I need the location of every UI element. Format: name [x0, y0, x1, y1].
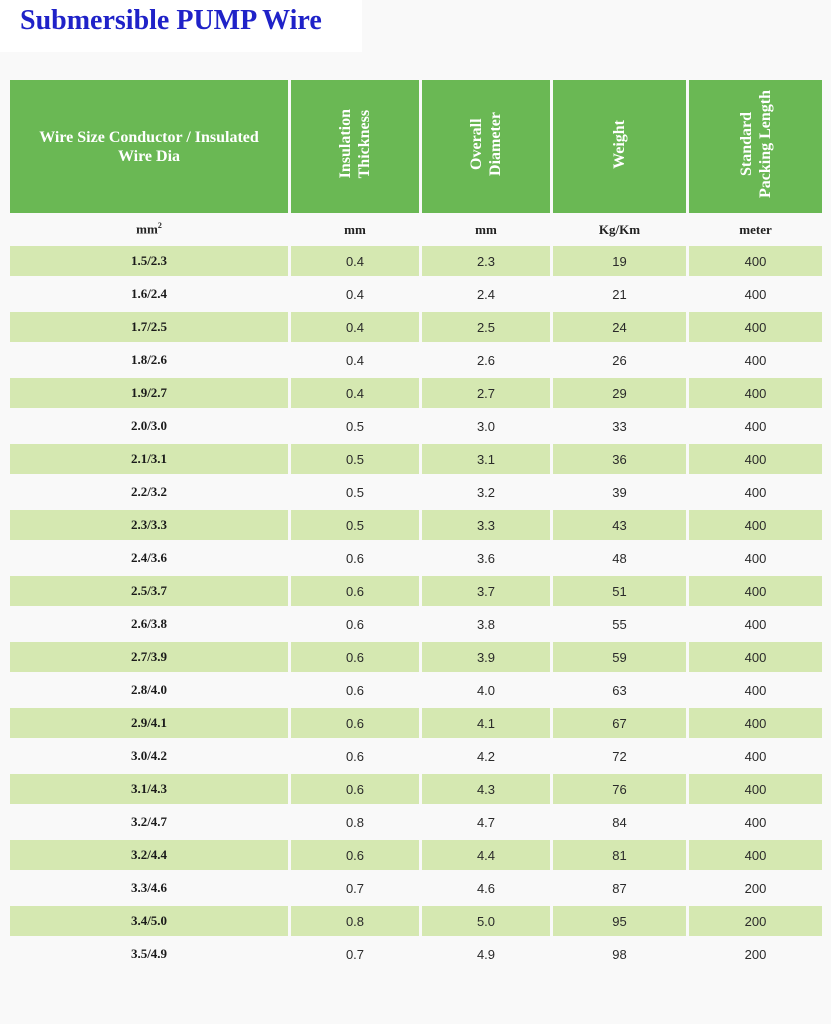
cell-packing-length: 400: [744, 682, 767, 698]
cell-overall-diameter: 2.6: [476, 352, 496, 368]
cell-insulation: 0.4: [345, 286, 365, 302]
cell-insulation: 0.6: [345, 550, 365, 566]
cell-overall-diameter: 3.6: [476, 550, 496, 566]
cell-packing-length: 200: [744, 946, 767, 962]
cell-packing-length: 400: [744, 550, 767, 566]
table-row: [10, 444, 822, 474]
header-insulation-line1: Insulation: [337, 109, 354, 179]
cell-wire-size: 1.6/2.4: [130, 286, 168, 301]
table-row: [10, 510, 822, 540]
cell-wire-size: 1.9/2.7: [10, 378, 288, 408]
cell-insulation: 0.8: [345, 814, 365, 830]
cell-insulation: 0.7: [345, 946, 365, 962]
cell-wire-size: 2.7/3.9: [10, 642, 288, 672]
cell-weight: 67: [553, 708, 686, 738]
cell-weight: 95: [553, 906, 686, 936]
header-weight-label: Weight: [611, 119, 628, 169]
table-row: [10, 642, 822, 672]
cell-weight: 48: [612, 550, 627, 566]
cell-insulation: 0.6: [291, 774, 419, 804]
table-row: [10, 345, 822, 375]
cell-packing-length: 400: [689, 312, 822, 342]
cell-overall-diameter: 2.3: [422, 246, 550, 276]
cell-overall-diameter: 2.4: [476, 286, 496, 302]
table-row: [10, 378, 822, 408]
header-overall-line1: Overall: [468, 118, 485, 170]
cell-packing-length: 400: [744, 616, 767, 632]
cell-wire-size: 2.5/3.7: [10, 576, 288, 606]
cell-overall-diameter: 3.9: [422, 642, 550, 672]
cell-insulation: 0.6: [345, 616, 365, 632]
cell-overall-diameter: 4.3: [422, 774, 550, 804]
cell-weight: 19: [553, 246, 686, 276]
cell-packing-length: 400: [744, 484, 767, 500]
cell-wire-size: 3.5/4.9: [130, 946, 168, 961]
cell-weight: 51: [553, 576, 686, 606]
header-packing-length: [689, 80, 822, 213]
unit-overall: mm: [475, 221, 497, 237]
cell-insulation: 0.4: [345, 352, 365, 368]
cell-weight: 81: [553, 840, 686, 870]
cell-weight: 29: [553, 378, 686, 408]
cell-wire-size: 2.6/3.8: [130, 616, 168, 631]
table-row: [10, 873, 822, 903]
table-row: [10, 576, 822, 606]
cell-weight: 72: [612, 748, 627, 764]
title-bar: [0, 0, 362, 52]
cell-weight: 84: [612, 814, 627, 830]
table-row: [10, 708, 822, 738]
table-row: [10, 741, 822, 771]
cell-weight: 26: [612, 352, 627, 368]
cell-wire-size: 3.1/4.3: [10, 774, 288, 804]
cell-wire-size: 3.2/4.7: [130, 814, 168, 829]
cell-packing-length: 400: [689, 840, 822, 870]
cell-overall-diameter: 3.7: [422, 576, 550, 606]
cell-weight: 39: [612, 484, 627, 500]
cell-packing-length: 400: [744, 418, 767, 434]
cell-overall-diameter: 3.1: [422, 444, 550, 474]
header-wire-size: Wire Size Conductor / Insulated Wire Dia: [10, 80, 288, 213]
cell-weight: 87: [612, 880, 627, 896]
cell-insulation: 0.6: [291, 840, 419, 870]
cell-weight: 98: [612, 946, 627, 962]
table-row: [10, 411, 822, 441]
cell-overall-diameter: 4.2: [476, 748, 496, 764]
cell-weight: 33: [612, 418, 627, 434]
cell-insulation: 0.4: [291, 378, 419, 408]
cell-insulation: 0.5: [291, 444, 419, 474]
cell-weight: 43: [553, 510, 686, 540]
cell-wire-size: 3.2/4.4: [10, 840, 288, 870]
header-insulation-line2: Thickness: [356, 109, 373, 179]
table-row: [10, 675, 822, 705]
cell-overall-diameter: 4.1: [422, 708, 550, 738]
header-row: [10, 80, 822, 213]
cell-packing-length: 400: [744, 352, 767, 368]
table-row: [10, 279, 822, 309]
cell-insulation: 0.6: [345, 748, 365, 764]
cell-weight: 21: [612, 286, 627, 302]
cell-packing-length: 400: [744, 748, 767, 764]
cell-insulation: 0.6: [291, 642, 419, 672]
cell-weight: 63: [612, 682, 627, 698]
cell-insulation: 0.5: [291, 510, 419, 540]
cell-packing-length: 200: [744, 880, 767, 896]
cell-packing-length: 400: [689, 576, 822, 606]
cell-insulation: 0.6: [291, 708, 419, 738]
cell-insulation: 0.8: [291, 906, 419, 936]
header-packing-line1: Standard: [737, 111, 755, 177]
table-row: [10, 246, 822, 276]
table-row: [10, 312, 822, 342]
cell-insulation: 0.5: [345, 484, 365, 500]
cell-wire-size: 3.3/4.6: [130, 880, 168, 895]
cell-packing-length: 400: [689, 774, 822, 804]
cell-packing-length: 200: [689, 906, 822, 936]
cell-insulation: 0.4: [291, 246, 419, 276]
cell-wire-size: 2.3/3.3: [10, 510, 288, 540]
unit-wire-size: [10, 216, 288, 243]
cell-wire-size: 2.2/3.2: [130, 484, 168, 499]
cell-weight: 59: [553, 642, 686, 672]
table-body: [10, 246, 822, 969]
cell-insulation: 0.7: [345, 880, 365, 896]
table-row: [10, 774, 822, 804]
cell-overall-diameter: 4.7: [476, 814, 496, 830]
table-row: [10, 807, 822, 837]
cell-wire-size: 2.8/4.0: [130, 682, 168, 697]
units-row: [10, 216, 822, 243]
cell-insulation: 0.4: [291, 312, 419, 342]
cell-overall-diameter: 2.7: [422, 378, 550, 408]
cell-weight: 24: [553, 312, 686, 342]
cell-packing-length: 400: [689, 642, 822, 672]
cell-overall-diameter: 3.3: [422, 510, 550, 540]
cell-packing-length: 400: [689, 246, 822, 276]
table-row: [10, 543, 822, 573]
cell-insulation: 0.5: [345, 418, 365, 434]
cell-wire-size: 1.7/2.5: [10, 312, 288, 342]
cell-wire-size: 1.5/2.3: [10, 246, 288, 276]
header-overall-diameter: [422, 80, 550, 213]
cell-overall-diameter: 4.9: [476, 946, 496, 962]
unit-weight: Kg/Km: [598, 221, 641, 237]
page-title: Submersible PUMP Wire: [20, 5, 322, 36]
unit-packing: meter: [739, 221, 772, 237]
cell-wire-size: 3.0/4.2: [130, 748, 168, 763]
table-row: [10, 840, 822, 870]
cell-packing-length: 400: [744, 814, 767, 830]
unit-wire-size-text: mm: [136, 221, 158, 237]
header-packing-line2: Packing Length: [756, 89, 774, 198]
cell-wire-size: 2.9/4.1: [10, 708, 288, 738]
cell-wire-size: 3.4/5.0: [10, 906, 288, 936]
cell-overall-diameter: 3.0: [476, 418, 496, 434]
header-weight: [553, 80, 686, 213]
unit-insulation: mm: [344, 221, 366, 237]
header-insulation-thickness: [291, 80, 419, 213]
table-row: [10, 906, 822, 936]
cell-overall-diameter: 4.0: [476, 682, 496, 698]
cell-wire-size: 2.4/3.6: [130, 550, 168, 565]
cell-packing-length: 400: [744, 286, 767, 302]
cell-packing-length: 400: [689, 378, 822, 408]
header-overall-line2: Diameter: [487, 112, 504, 176]
cell-overall-diameter: 3.2: [476, 484, 496, 500]
cell-packing-length: 400: [689, 510, 822, 540]
cell-packing-length: 400: [689, 708, 822, 738]
unit-wire-size-sup: 2: [157, 221, 162, 231]
cell-overall-diameter: 4.4: [422, 840, 550, 870]
cell-overall-diameter: 3.8: [476, 616, 496, 632]
cell-insulation: 0.6: [291, 576, 419, 606]
cell-weight: 76: [553, 774, 686, 804]
cell-packing-length: 400: [689, 444, 822, 474]
cell-insulation: 0.6: [345, 682, 365, 698]
cell-overall-diameter: 2.5: [422, 312, 550, 342]
cell-wire-size: 2.0/3.0: [130, 418, 168, 433]
cell-weight: 55: [612, 616, 627, 632]
cell-overall-diameter: 5.0: [422, 906, 550, 936]
cell-overall-diameter: 4.6: [476, 880, 496, 896]
table-row: [10, 477, 822, 507]
cell-wire-size: 2.1/3.1: [10, 444, 288, 474]
table-row: [10, 609, 822, 639]
cell-wire-size: 1.8/2.6: [130, 352, 168, 367]
wire-spec-table: [7, 77, 825, 972]
table-row: [10, 939, 822, 969]
cell-weight: 36: [553, 444, 686, 474]
